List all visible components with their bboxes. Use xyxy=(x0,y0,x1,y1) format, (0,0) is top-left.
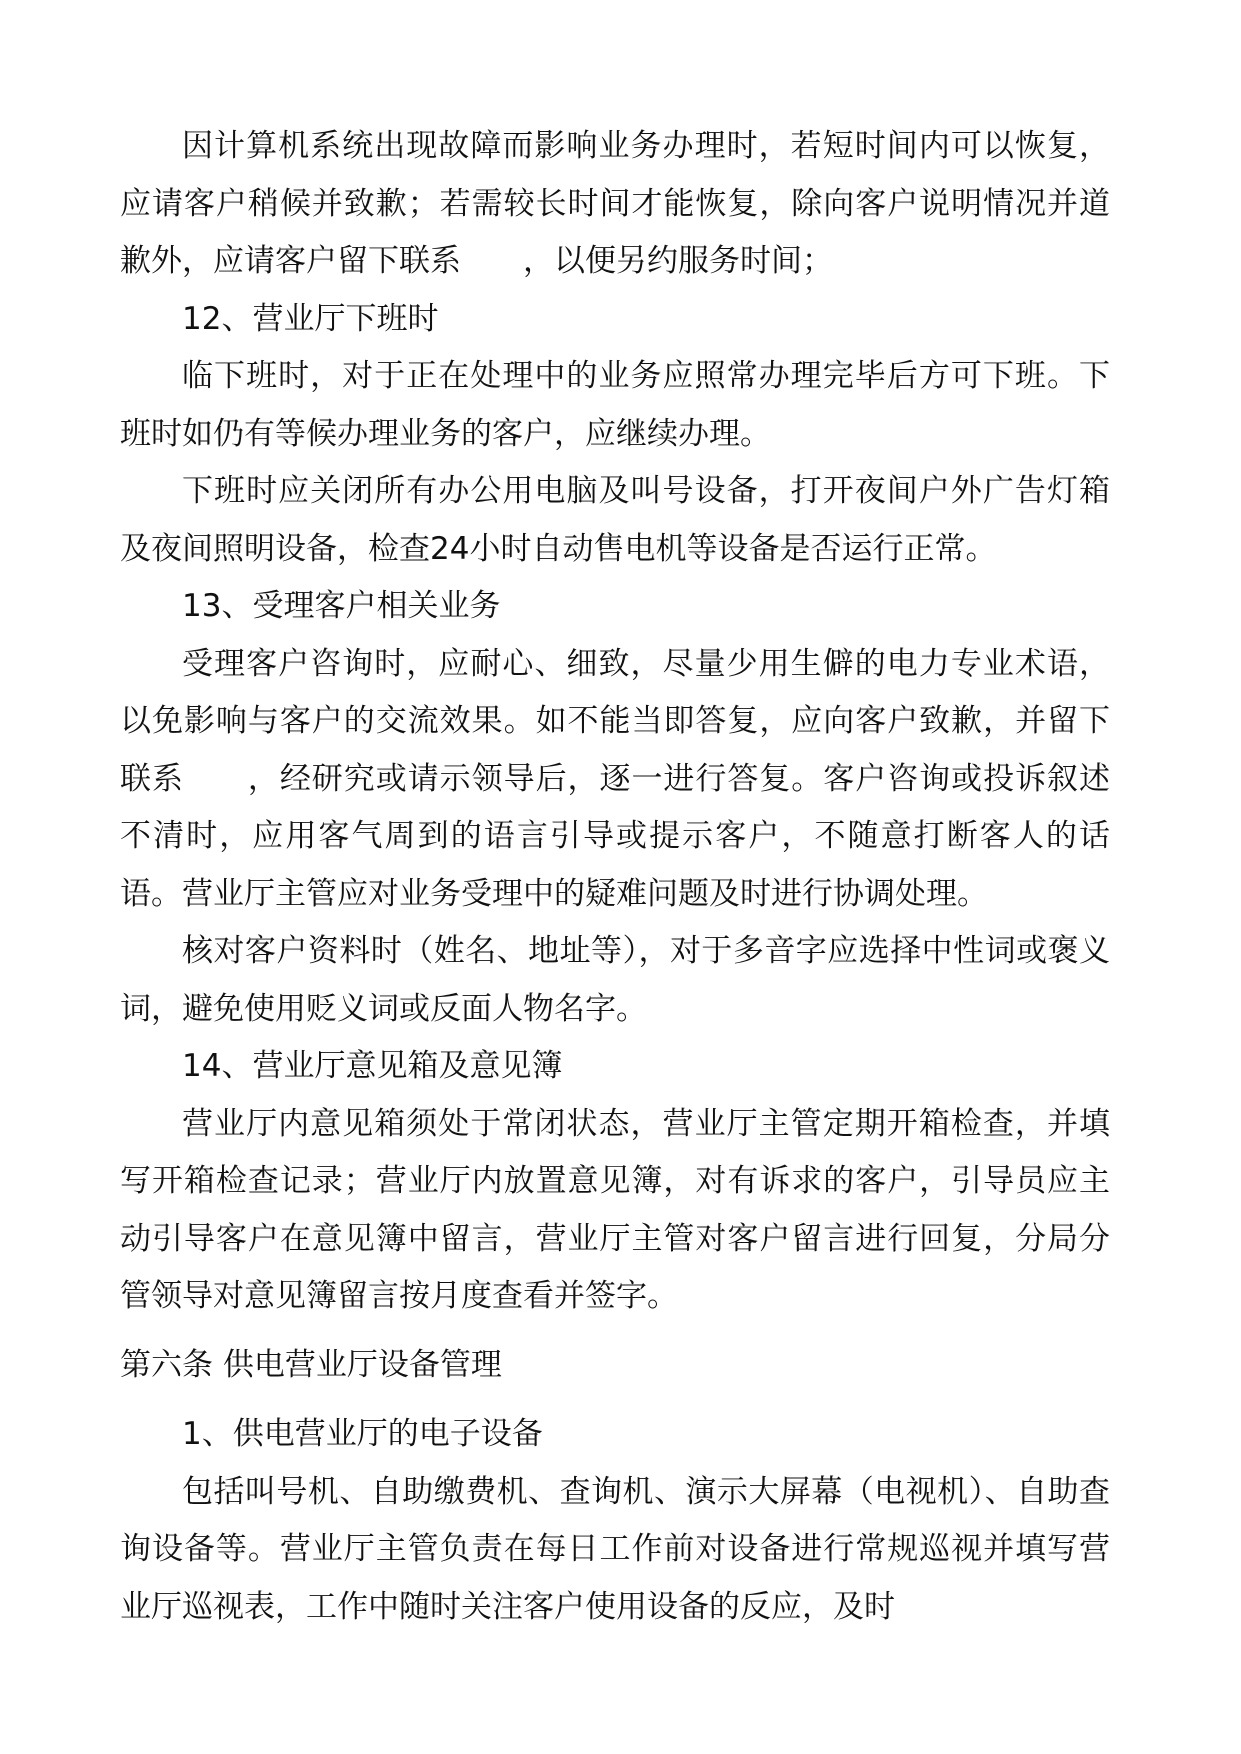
heading-electronic-equipment: 1、供电营业厅的电子设备 xyxy=(182,1416,543,1452)
paragraph-closing-business: 临下班时，对于正在处理中的业务应照常办理完毕后方可下班。下班时如仍有等候办理业务的客户，应继续办理。 xyxy=(120,358,1110,452)
paragraph-electronic-equipment: 包括叫号机、自助缴费机、查询机、演示大屏幕（电视机）、自助查询设备等。营业厅主管负责在每日工作前对设备进行常规巡视并填写营业厅巡视表，工作中随时关注客户使用设备的反应，及时 xyxy=(120,1473,1110,1625)
paragraph-customer-inquiry: 受理客户咨询时，应耐心、细致，尽量少用生僻的电力专业术语，以免影响与客户的交流效果。如不能当即答复，应向客户致歉，并留下联系 ，经研究或请示领导后，逐一进行答复。客户咨询或投诉叙述不清时，应用客气周到的语言引导或提示客户，不随意打断客人的话语。营业厅主管应对业务受理中的疑难问题及时进行协调处理。 xyxy=(120,645,1110,912)
paragraph-system-failure: 因计算机系统出现故障而影响业务办理时，若短时间内可以恢复，应请客户稍候并致歉；若需较长时间才能恢复，除向客户说明情况并道歉外，应请客户留下联系 ，以便另约服务时间； xyxy=(120,128,1110,279)
heading-suggestion-box: 14、营业厅意见箱及意见簿 xyxy=(182,1048,563,1084)
article-six-title: 第六条 供电营业厅设备管理 xyxy=(120,1346,502,1383)
paragraph-customer-data-check: 核对客户资料时（姓名、地址等），对于多音字应选择中性词或褒义词，避免使用贬义词或反面人物名字。 xyxy=(120,933,1110,1027)
paragraph-closing-equipment: 下班时应关闭所有办公用电脑及叫号设备，打开夜间户外广告灯箱及夜间照明设备，检查24小时自动售电机等设备是否运行正常。 xyxy=(120,473,1110,567)
heading-customer-business: 13、受理客户相关业务 xyxy=(182,588,501,624)
paragraph-suggestion-box: 营业厅内意见箱须处于常闭状态，营业厅主管定期开箱检查，并填写开箱检查记录；营业厅内放置意见簿，对有诉求的客户，引导员应主动引导客户在意见簿中留言，营业厅主管对客户留言进行回复，分局分管领导对意见簿留言按月度查看并签字。 xyxy=(120,1105,1110,1314)
document-page xyxy=(120,118,1110,1636)
heading-closing-time: 12、营业厅下班时 xyxy=(182,300,439,337)
